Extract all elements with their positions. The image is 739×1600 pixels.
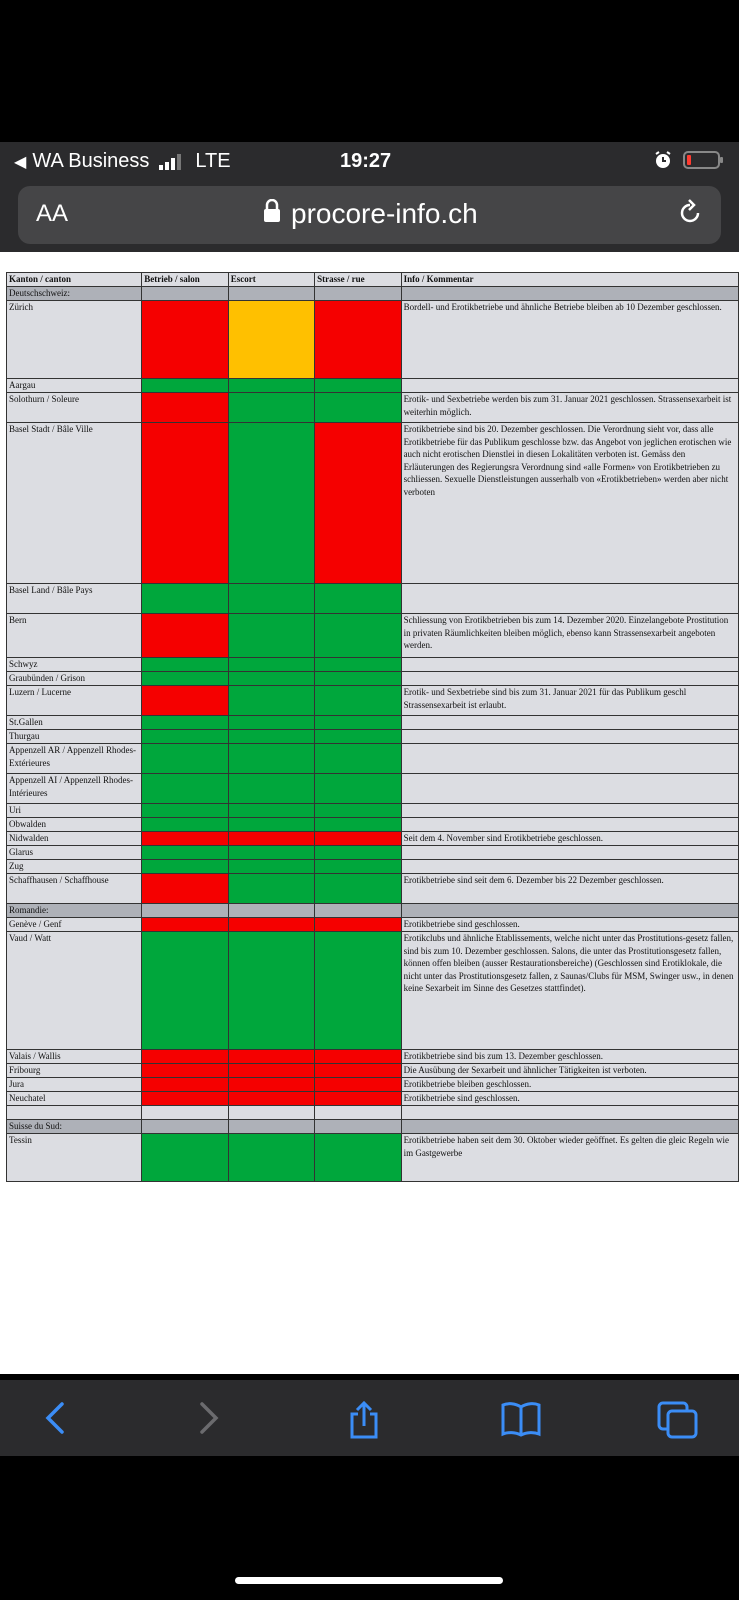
section-label: Romandie:	[7, 904, 142, 918]
strasse-status-cell	[315, 672, 401, 686]
table-row	[7, 614, 739, 658]
table-row	[7, 932, 739, 1050]
section-cell	[401, 1120, 738, 1134]
canton-cell: Neuchatel	[7, 1092, 142, 1106]
salon-status-cell	[142, 1134, 228, 1182]
salon-status-cell	[142, 614, 228, 658]
salon-status-cell	[142, 1050, 228, 1064]
table-row	[7, 832, 739, 846]
info-cell	[401, 658, 738, 672]
strasse-status-cell	[315, 1078, 401, 1092]
table-row	[7, 744, 739, 774]
escort-status-cell	[228, 379, 314, 393]
info-cell	[401, 716, 738, 730]
canton-cell: Zürich	[7, 301, 142, 379]
table-row	[7, 658, 739, 672]
lock-icon	[263, 198, 281, 230]
info-cell	[401, 846, 738, 860]
strasse-status-cell	[315, 584, 401, 614]
header-canton: Kanton / canton	[7, 273, 142, 287]
strasse-status-cell	[315, 423, 401, 584]
salon-status-cell	[142, 1078, 228, 1092]
table-row	[7, 379, 739, 393]
table-row	[7, 672, 739, 686]
info-cell	[401, 804, 738, 818]
strasse-status-cell	[315, 614, 401, 658]
canton-cell: Bern	[7, 614, 142, 658]
salon-status-cell	[142, 860, 228, 874]
salon-status-cell	[142, 584, 228, 614]
info-cell: Erotikbetriebe sind geschlossen.	[401, 1092, 738, 1106]
strasse-status-cell	[315, 846, 401, 860]
section-cell	[401, 904, 738, 918]
info-cell: Erotik- und Sexbetriebe sind bis zum 31. Januar 2021 für das Publikum geschl Strassensexarbeit ist erlaubt.	[401, 686, 738, 716]
section-cell	[142, 904, 228, 918]
home-indicator[interactable]	[235, 1577, 503, 1584]
salon-status-cell	[142, 1064, 228, 1078]
table-row	[7, 1092, 739, 1106]
escort-status-cell	[228, 818, 314, 832]
info-cell: Erotikbetriebe haben seit dem 30. Oktober wieder geöffnet. Es gelten die gleic Regeln wie im Gastgewerbe	[401, 1134, 738, 1182]
strasse-status-cell	[315, 1092, 401, 1106]
tabs-button[interactable]	[656, 1400, 700, 1445]
address-bar[interactable]	[18, 186, 721, 244]
chevron-right-icon	[190, 1400, 226, 1436]
browser-header	[0, 182, 739, 252]
salon-status-cell	[142, 1092, 228, 1106]
escort-status-cell	[228, 614, 314, 658]
section-cell	[142, 1120, 228, 1134]
table-row	[7, 846, 739, 860]
canton-cell: Uri	[7, 804, 142, 818]
info-cell: Die Ausübung der Sexarbeit und ähnlicher Tätigkeiten ist verboten.	[401, 1064, 738, 1078]
table-row	[7, 818, 739, 832]
salon-status-cell	[142, 730, 228, 744]
section-label: Deutschschweiz:	[7, 287, 142, 301]
salon-status-cell	[142, 301, 228, 379]
table-row	[7, 860, 739, 874]
section-row	[7, 1120, 739, 1134]
escort-status-cell	[228, 1078, 314, 1092]
reload-icon[interactable]	[675, 198, 705, 233]
escort-status-cell	[228, 1050, 314, 1064]
escort-status-cell	[228, 1064, 314, 1078]
section-cell	[228, 904, 314, 918]
strasse-status-cell	[315, 301, 401, 379]
strasse-status-cell	[315, 393, 401, 423]
escort-status-cell	[228, 832, 314, 846]
section-cell	[315, 904, 401, 918]
strasse-status-cell	[315, 874, 401, 904]
strasse-status-cell	[315, 716, 401, 730]
escort-status-cell	[228, 744, 314, 774]
strasse-status-cell	[315, 1106, 401, 1120]
salon-status-cell	[142, 1106, 228, 1120]
share-icon	[344, 1400, 384, 1440]
strasse-status-cell	[315, 730, 401, 744]
back-arrow-icon[interactable]: ◀	[14, 153, 27, 171]
strasse-status-cell	[315, 1064, 401, 1078]
canton-cell: Basel Stadt / Bâle Ville	[7, 423, 142, 584]
escort-status-cell	[228, 716, 314, 730]
url-text: procore-info.ch	[291, 198, 478, 229]
section-cell	[315, 287, 401, 301]
text-size-button[interactable]	[36, 200, 68, 228]
strasse-status-cell	[315, 774, 401, 804]
salon-status-cell	[142, 774, 228, 804]
canton-cell: Solothurn / Soleure	[7, 393, 142, 423]
strasse-status-cell	[315, 832, 401, 846]
info-cell	[401, 584, 738, 614]
strasse-status-cell	[315, 658, 401, 672]
table-row	[7, 1134, 739, 1182]
escort-status-cell	[228, 301, 314, 379]
info-cell: Schliessung von Erotikbetrieben bis zum 14. Dezember 2020. Einzelangebote Prostitution in privaten Räumlichkeiten bleiben möglich, ebenso kann Strassensexarbeit angeboten werden.	[401, 614, 738, 658]
header-salon: Betrieb / salon	[142, 273, 228, 287]
safari-toolbar	[0, 1380, 739, 1456]
canton-table	[6, 272, 739, 1182]
strasse-status-cell	[315, 818, 401, 832]
salon-status-cell	[142, 379, 228, 393]
section-cell	[228, 287, 314, 301]
canton-cell: Basel Land / Bâle Pays	[7, 584, 142, 614]
strasse-status-cell	[315, 918, 401, 932]
info-cell	[401, 1106, 738, 1120]
info-cell: Erotikbetriebe sind bis 20. Dezember geschlossen. Die Verordnung sieht vor, dass alle Erotikbetriebe für das Publikum geschlosse bzw. das Angebot von jeglichen erotischen wie auch nicht erotischen Dienstlei in diesen Lokalitäten verboten ist. Gemäss den Erläuterungen des Regierungsra Verordnung sind «alle Formen» von Erotikbetrieben zu schliessen. Sexuelle Dienstleistungen ausserhalb von «Erotikbetrieben» werden aber nicht verboten	[401, 423, 738, 584]
alarm-icon	[653, 150, 673, 176]
escort-status-cell	[228, 658, 314, 672]
table-row	[7, 686, 739, 716]
info-cell: Erotikbetriebe sind seit dem 6. Dezember bis 22 Dezember geschlossen.	[401, 874, 738, 904]
canton-cell: Valais / Wallis	[7, 1050, 142, 1064]
salon-status-cell	[142, 744, 228, 774]
strasse-status-cell	[315, 860, 401, 874]
salon-status-cell	[142, 846, 228, 860]
info-cell: Seit dem 4. November sind Erotikbetriebe geschlossen.	[401, 832, 738, 846]
info-cell: Bordell- und Erotikbetriebe und ähnliche Betriebe bleiben ab 10 Dezember geschlossen.	[401, 301, 738, 379]
table-row	[7, 423, 739, 584]
table-row	[7, 1106, 739, 1120]
forward-button[interactable]	[190, 1400, 226, 1441]
strasse-status-cell	[315, 804, 401, 818]
escort-status-cell	[228, 686, 314, 716]
canton-cell: Fribourg	[7, 1064, 142, 1078]
salon-status-cell	[142, 423, 228, 584]
canton-cell: Nidwalden	[7, 832, 142, 846]
salon-status-cell	[142, 804, 228, 818]
canton-cell: Luzern / Lucerne	[7, 686, 142, 716]
share-button[interactable]	[344, 1400, 384, 1445]
info-cell: Erotikbetriebe sind bis zum 13. Dezember geschlossen.	[401, 1050, 738, 1064]
canton-cell: Zug	[7, 860, 142, 874]
section-cell	[228, 1120, 314, 1134]
info-cell	[401, 730, 738, 744]
clock: 19:27	[340, 150, 392, 172]
escort-status-cell	[228, 932, 314, 1050]
status-right	[653, 150, 725, 176]
table-row	[7, 918, 739, 932]
info-cell	[401, 774, 738, 804]
info-cell: Erotikbetriebe sind geschlossen.	[401, 918, 738, 932]
canton-cell: Appenzell AI / Appenzell Rhodes-Intérieures	[7, 774, 142, 804]
info-cell	[401, 860, 738, 874]
salon-status-cell	[142, 393, 228, 423]
header-strasse: Strasse / rue	[315, 273, 401, 287]
escort-status-cell	[228, 774, 314, 804]
strasse-status-cell	[315, 1050, 401, 1064]
info-cell	[401, 379, 738, 393]
tabs-icon	[656, 1400, 700, 1440]
carrier-label: WA Business	[32, 150, 150, 172]
table-row	[7, 301, 739, 379]
info-cell: Erotikbetriebe bleiben geschlossen.	[401, 1078, 738, 1092]
info-cell: Erotikclubs und ähnliche Etablissements, welche nicht unter das Prostitutions-gesetz fallen, sind bis zum 10. Dezember geschlossen. Salons, die unter das Prostitutionsgesetz fallen, können offen bleiben (ausser Restaurationsbereiche) (Geschlossen sind Erotiklokale, die nicht unter das Prostitutionsgesetz fallen, z Saunas/Clubs für MSM, Swinger usw., in denen keine Sexarbeit im Sinne des Gesetzes stattfindet).	[401, 932, 738, 1050]
canton-cell: St.Gallen	[7, 716, 142, 730]
table-row	[7, 774, 739, 804]
strasse-status-cell	[315, 686, 401, 716]
escort-status-cell	[228, 860, 314, 874]
strasse-status-cell	[315, 379, 401, 393]
escort-status-cell	[228, 1106, 314, 1120]
canton-cell: Vaud / Watt	[7, 932, 142, 1050]
info-cell: Erotik- und Sexbetriebe werden bis zum 31. Januar 2021 geschlossen. Strassensexarbeit ist weiterhin möglich.	[401, 393, 738, 423]
salon-status-cell	[142, 672, 228, 686]
canton-cell: Appenzell AR / Appenzell Rhodes-Extérieures	[7, 744, 142, 774]
info-cell	[401, 744, 738, 774]
salon-status-cell	[142, 686, 228, 716]
salon-status-cell	[142, 874, 228, 904]
table-row	[7, 804, 739, 818]
section-cell	[315, 1120, 401, 1134]
canton-cell: Obwalden	[7, 818, 142, 832]
back-button[interactable]	[38, 1400, 74, 1441]
escort-status-cell	[228, 584, 314, 614]
strasse-status-cell	[315, 932, 401, 1050]
strasse-status-cell	[315, 744, 401, 774]
canton-cell: Thurgau	[7, 730, 142, 744]
info-cell	[401, 818, 738, 832]
table-row	[7, 1064, 739, 1078]
section-row	[7, 904, 739, 918]
canton-cell: Tessin	[7, 1134, 142, 1182]
table-row	[7, 584, 739, 614]
escort-status-cell	[228, 393, 314, 423]
table-body	[7, 287, 739, 1182]
escort-status-cell	[228, 804, 314, 818]
salon-status-cell	[142, 918, 228, 932]
salon-status-cell	[142, 658, 228, 672]
escort-status-cell	[228, 730, 314, 744]
salon-status-cell	[142, 932, 228, 1050]
canton-cell: Glarus	[7, 846, 142, 860]
text-size-label: AA	[36, 200, 69, 227]
table-row	[7, 393, 739, 423]
battery-icon	[683, 150, 725, 176]
status-bar	[0, 142, 739, 182]
escort-status-cell	[228, 918, 314, 932]
table-row	[7, 1078, 739, 1092]
canton-cell: Aargau	[7, 379, 142, 393]
escort-status-cell	[228, 1092, 314, 1106]
table-row	[7, 874, 739, 904]
canton-cell: Graubünden / Grison	[7, 672, 142, 686]
canton-cell: Schaffhausen / Schaffhouse	[7, 874, 142, 904]
table-row	[7, 716, 739, 730]
table-header-row	[7, 273, 739, 287]
salon-status-cell	[142, 716, 228, 730]
url-display[interactable]	[263, 198, 478, 230]
canton-cell	[7, 1106, 142, 1120]
section-cell	[401, 287, 738, 301]
escort-status-cell	[228, 874, 314, 904]
chevron-left-icon	[38, 1400, 74, 1436]
page-content	[0, 252, 739, 1374]
table-row	[7, 730, 739, 744]
header-info: Info / Kommentar	[401, 273, 738, 287]
escort-status-cell	[228, 846, 314, 860]
bookmarks-button[interactable]	[500, 1400, 542, 1443]
canton-cell: Schwyz	[7, 658, 142, 672]
canton-cell: Genève / Genf	[7, 918, 142, 932]
table-row	[7, 1050, 739, 1064]
section-label: Suisse du Sud:	[7, 1120, 142, 1134]
salon-status-cell	[142, 832, 228, 846]
canton-cell: Jura	[7, 1078, 142, 1092]
section-row	[7, 287, 739, 301]
signal-icon	[159, 154, 181, 170]
book-icon	[500, 1400, 542, 1438]
network-label: LTE	[195, 150, 231, 172]
escort-status-cell	[228, 423, 314, 584]
escort-status-cell	[228, 1134, 314, 1182]
salon-status-cell	[142, 818, 228, 832]
strasse-status-cell	[315, 1134, 401, 1182]
section-cell	[142, 287, 228, 301]
status-left	[14, 150, 231, 173]
info-cell	[401, 672, 738, 686]
escort-status-cell	[228, 672, 314, 686]
header-escort: Escort	[228, 273, 314, 287]
